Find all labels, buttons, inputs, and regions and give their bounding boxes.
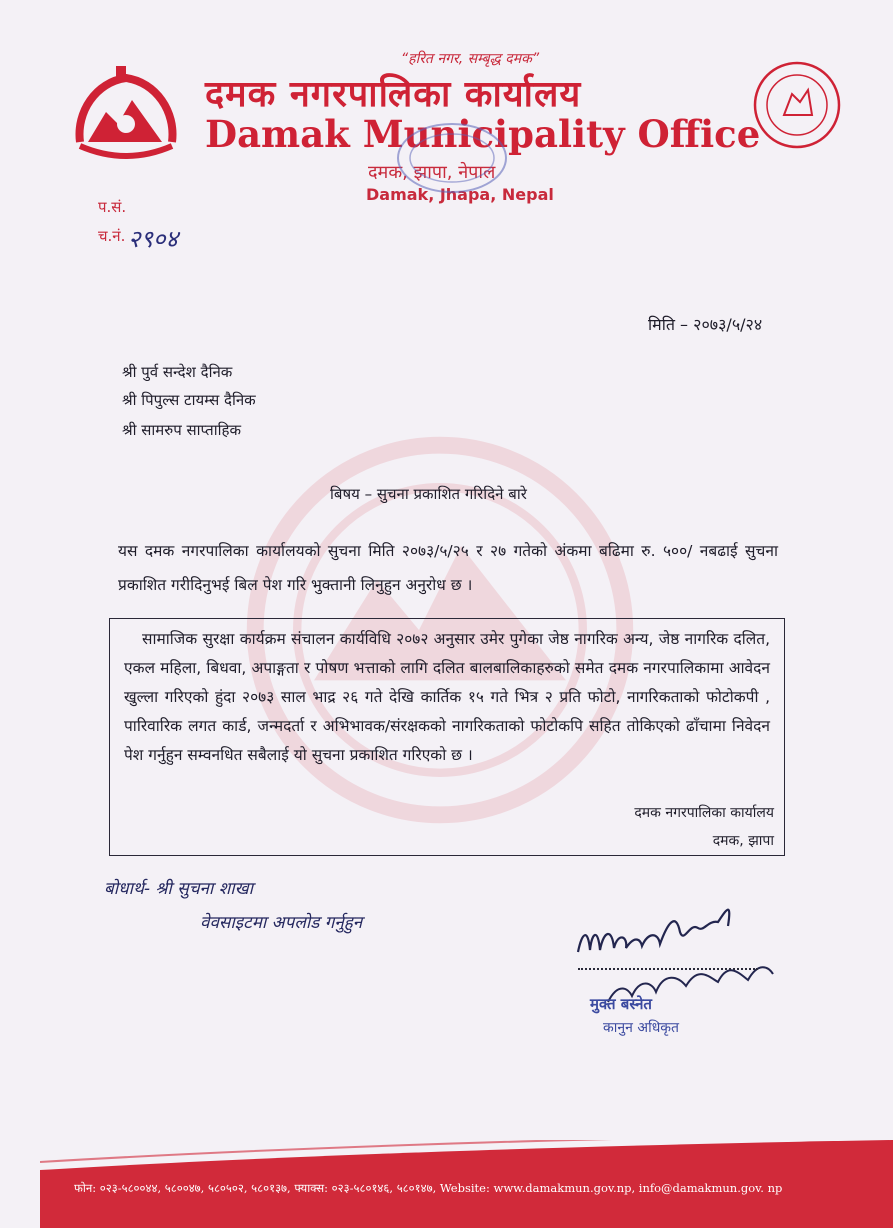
slogan: “हरित नगर, सम्बृद्ध दमक” [400, 51, 540, 67]
addressee-1: श्री पुर्व सन्देश दैनिक [122, 363, 233, 381]
officer-title-stamp: कानुन अधिकृत [603, 1020, 680, 1036]
cn-value-handwritten: २९०४ [128, 225, 178, 253]
office-title-english: Damak Municipality Office [205, 112, 761, 156]
office-stamp-icon [392, 118, 512, 198]
address-english: Damak, Jhapa, Nepal [366, 185, 554, 204]
handwritten-note-line-1: बोधार्थ- श्री सुचना शाखा [104, 879, 254, 899]
ps-label: प.सं. [98, 198, 127, 216]
notice-text: सामाजिक सुरक्षा कार्यक्रम संचालन कार्यविधि २०७२ अनुसार उमेर पुगेका जेष्ठ नागरिक अन्य, जेष्ठ नागरिक दलित, एकल महिला, बिधवा, अपाङ्गता र पोषण भत्ताको लागि दलित बालबालिकाहरुको समेत दमक नगरपालिकामा आवेदन खुल्ला गरिएको हुंदा २०७३ साल भाद्र २६ गते देखि कार्तिक १५ गते भित्र २ प्रति फोटो, नागरिकताको फोटोकपी , पारिवारिक लगत कार्ड, जन्मदर्ता र अभिभावक/संरक्षकको नागरिकताको फोटोकपि सहित तोकिएको ढाँचामा निवेदन पेश गर्नुहुन सम्वनधित सबैलाई यो सुचना प्रकाशित गरिएको छ । [124, 630, 770, 764]
officer-name-stamp: मुक्त बस्नेत [590, 995, 652, 1013]
subject-line: बिषय – सुचना प्रकाशित गरिदिने बारे [330, 485, 527, 503]
request-paragraph: यस दमक नगरपालिका कार्यालयको सुचना मिति २०७३/५/२५ र २७ गतेको अंकमा बढिमा रु. ५००/ नबढाई सुचना प्रकाशित गरीदिनुभई बिल पेश गरि भुक्तानी लिनुहुन अनुरोध छ । [118, 542, 778, 594]
municipality-seal-icon [752, 60, 842, 150]
addressee-2: श्री पिपुल्स टायम्स दैनिक [122, 391, 256, 409]
footer-contact: फोन: ०२३-५८००४४, ५८००४७, ५८०५०२, ५८०१३७, फ्याक्स: ०२३-५८०१४६, ५८०१४७, Website: www.damakmun.gov.np, info@damakmun.gov. np [74, 1181, 783, 1195]
notice-box [109, 618, 785, 856]
address-nepali: दमक, झापा, नेपाल [368, 162, 496, 183]
nepal-emblem-icon [66, 62, 186, 172]
notice-place: दमक, झापा [712, 833, 774, 849]
notice-office: दमक नगरपालिका कार्यालय [634, 805, 774, 821]
office-title-nepali: दमक नगरपालिका कार्यालय [205, 74, 582, 115]
handwritten-note-line-2: वेवसाइटमा अपलोड गर्नुहुन [200, 913, 363, 933]
addressee-3: श्री सामरुप साप्ताहिक [122, 421, 241, 439]
cn-label: च.नं. [98, 227, 126, 245]
signature-line [578, 968, 758, 970]
letter-date: मिति – २०७३/५/२४ [648, 315, 763, 334]
